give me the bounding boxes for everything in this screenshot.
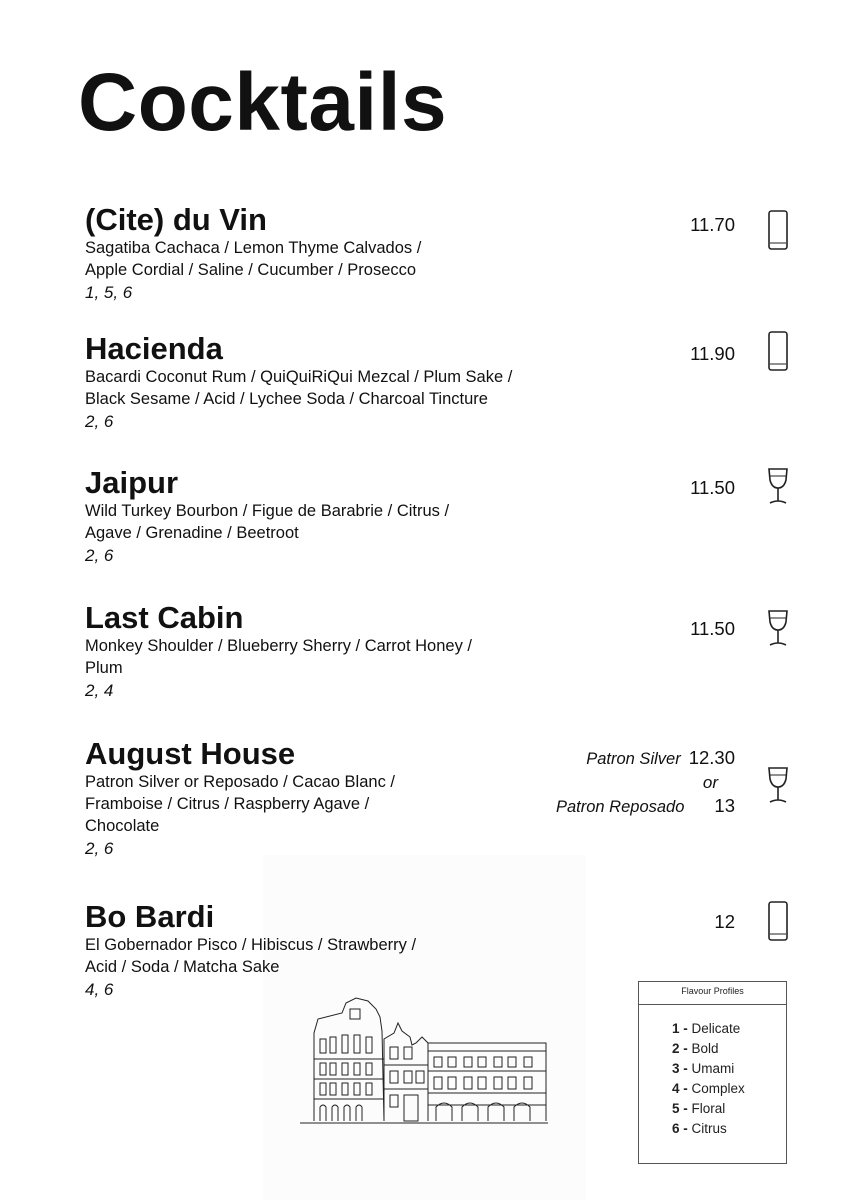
wine-glass-icon bbox=[766, 608, 790, 648]
menu-item bbox=[85, 601, 805, 711]
description-line: Black Sesame / Acid / Lychee Soda / Charcoal Tincture bbox=[85, 390, 488, 408]
legend-number: 6 - bbox=[672, 1121, 688, 1136]
flavour-profiles-legend bbox=[638, 981, 787, 1164]
highball-glass-icon bbox=[766, 331, 790, 371]
item-description bbox=[85, 934, 600, 1002]
legend-number: 3 - bbox=[672, 1061, 688, 1076]
item-price: 12 bbox=[714, 911, 735, 932]
building-illustration bbox=[298, 995, 550, 1127]
item-price: 11.50 bbox=[690, 618, 735, 639]
option-label: Patron Reposado bbox=[555, 798, 685, 816]
wine-glass-icon bbox=[766, 466, 790, 506]
description-line: Patron Silver or Reposado / Cacao Blanc / bbox=[85, 773, 395, 791]
flavour-profiles: 2, 6 bbox=[85, 839, 114, 858]
description-line: Plum bbox=[85, 659, 123, 677]
item-price: 11.70 bbox=[690, 214, 735, 235]
highball-glass-icon bbox=[766, 210, 790, 250]
flavour-profiles: 2, 6 bbox=[85, 546, 114, 565]
flavour-profiles: 4, 6 bbox=[85, 980, 114, 999]
legend-label: Citrus bbox=[691, 1121, 727, 1136]
description-line: Bacardi Coconut Rum / QuiQuiRiQui Mezcal / Plum Sake / bbox=[85, 368, 513, 386]
legend-entry bbox=[672, 1079, 745, 1099]
menu-item bbox=[85, 466, 805, 576]
legend-label: Umami bbox=[691, 1061, 735, 1076]
description-line: Chocolate bbox=[85, 817, 160, 835]
description-line: Acid / Soda / Matcha Sake bbox=[85, 958, 280, 976]
description-line: Sagatiba Cachaca / Lemon Thyme Calvados / bbox=[85, 239, 422, 257]
flavour-profiles: 2, 6 bbox=[85, 412, 114, 431]
item-description bbox=[85, 366, 600, 434]
item-price: 11.50 bbox=[690, 477, 735, 498]
legend-title: Flavour Profiles bbox=[681, 986, 744, 996]
menu-item bbox=[85, 203, 805, 313]
legend-label: Complex bbox=[691, 1081, 745, 1096]
legend-entry bbox=[672, 1059, 745, 1079]
price-option bbox=[556, 794, 735, 819]
legend-number: 4 - bbox=[672, 1081, 688, 1096]
legend-label: Bold bbox=[691, 1041, 719, 1056]
menu-item bbox=[85, 332, 805, 442]
option-price: 12.30 bbox=[688, 747, 735, 768]
item-description bbox=[85, 500, 600, 568]
legend-label: Delicate bbox=[691, 1021, 741, 1036]
flavour-profiles: 1, 5, 6 bbox=[85, 283, 133, 302]
legend-entry bbox=[672, 1119, 745, 1139]
option-label: Patron Silver bbox=[586, 750, 681, 768]
item-price: 11.90 bbox=[690, 343, 735, 364]
flavour-profiles: 2, 4 bbox=[85, 681, 114, 700]
item-name: (Cite) du Vin bbox=[85, 202, 267, 237]
legend-list bbox=[672, 1019, 745, 1139]
item-description bbox=[85, 635, 600, 703]
legend-divider bbox=[639, 1004, 786, 1005]
item-name: Jaipur bbox=[85, 465, 179, 500]
or-text: or bbox=[702, 773, 718, 792]
item-name: Last Cabin bbox=[85, 600, 244, 635]
description-line: Agave / Grenadine / Beetroot bbox=[85, 524, 299, 542]
option-price: 13 bbox=[714, 795, 735, 816]
legend-entry bbox=[672, 1019, 745, 1039]
page-title: Cocktails bbox=[78, 57, 448, 148]
description-line: El Gobernador Pisco / Hibiscus / Strawberry / bbox=[85, 936, 417, 954]
wine-glass-icon bbox=[766, 765, 790, 805]
description-line: Framboise / Citrus / Raspberry Agave / bbox=[85, 795, 370, 813]
description-line: Apple Cordial / Saline / Cucumber / Prosecco bbox=[85, 261, 417, 279]
item-description bbox=[85, 771, 600, 861]
item-name: Bo Bardi bbox=[85, 899, 215, 934]
legend-number: 2 - bbox=[672, 1041, 688, 1056]
item-name: Hacienda bbox=[85, 331, 223, 366]
price-option bbox=[586, 746, 735, 771]
legend-entry bbox=[672, 1099, 745, 1119]
description-line: Monkey Shoulder / Blueberry Sherry / Carrot Honey / bbox=[85, 637, 473, 655]
legend-number: 5 - bbox=[672, 1101, 688, 1116]
highball-glass-icon bbox=[766, 901, 790, 941]
legend-label: Floral bbox=[691, 1101, 726, 1116]
description-line: Wild Turkey Bourbon / Figue de Barabrie / Citrus / bbox=[85, 502, 450, 520]
menu-item bbox=[85, 737, 805, 867]
legend-entry bbox=[672, 1039, 745, 1059]
item-name: August House bbox=[85, 736, 296, 771]
price-or bbox=[703, 770, 735, 795]
item-description bbox=[85, 237, 600, 305]
legend-number: 1 - bbox=[672, 1021, 688, 1036]
